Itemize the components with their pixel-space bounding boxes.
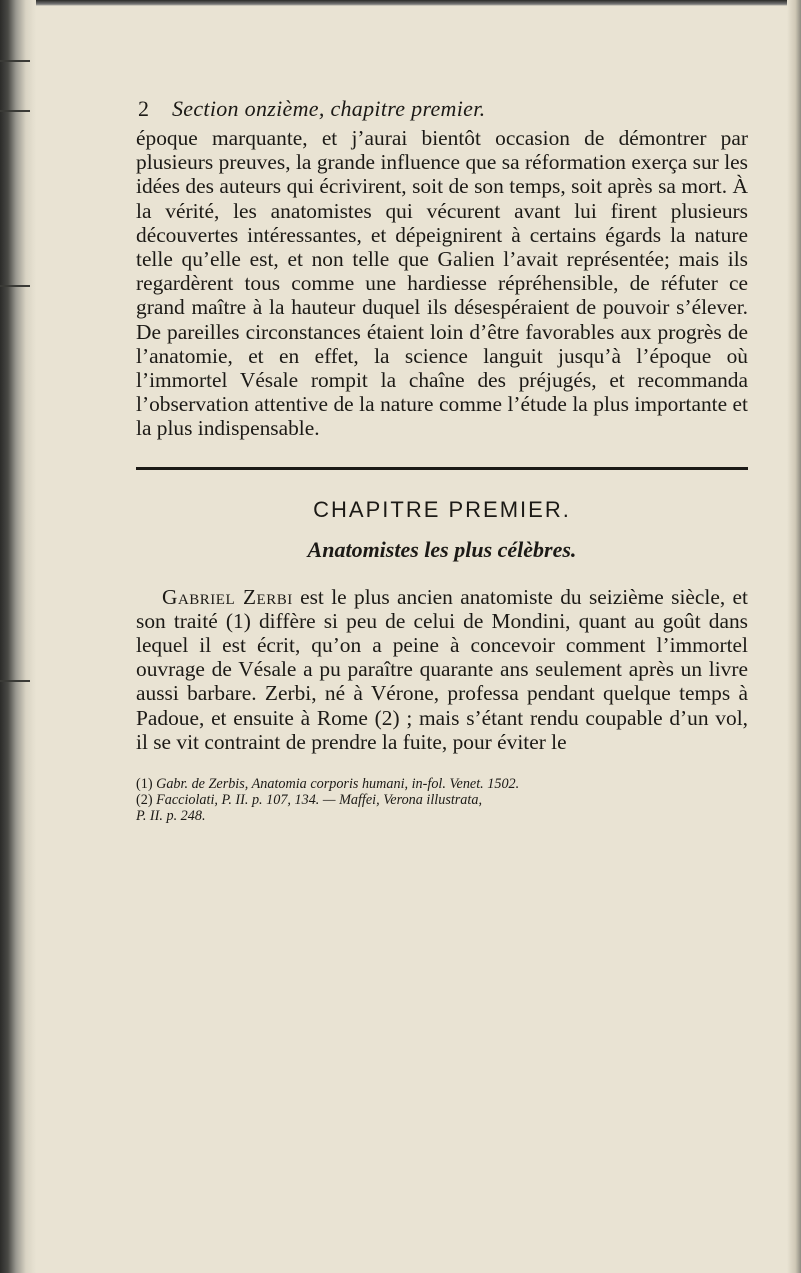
footnote-text: Facciolati, P. II. p. 107, 134. — Maffei, Verona illustrata, <box>152 792 482 809</box>
binding-line <box>0 285 30 287</box>
book-page <box>136 96 748 824</box>
page-number: 2 <box>138 96 149 121</box>
footnote-mark: (2) <box>136 792 153 809</box>
footnote-mark: (1) <box>136 776 153 793</box>
binding-line <box>0 680 30 682</box>
binding-line <box>0 110 30 112</box>
zerbi-paragraph-text: est le plus ancien anatomiste du seizième siècle, et son traité (1) diffère si peu de celui de Mondini, quant au goût dans lequel il est écrit, qu’on a peine à concevoir comment l’immortel ouvrage de Vésale a pu paraître quarante ans seulement après un livre aussi barbare. Zerbi, né à Vérone, professa pendant quelque temps à Padoue, et ensuite à Rome (2) ; mais s’étant rendu coupable d’un vol, il se vit contraint de prendre la fuite, pour éviter le <box>136 584 748 754</box>
author-name: Gabriel Zerbi <box>162 584 293 609</box>
opening-paragraph: époque marquante, et j’aurai bientôt occasion de démontrer par plusieurs preuves, la grande influence que sa réformation exerça sur les idées des auteurs qui écrivirent, soit de son temps, soit après sa mort. À la vérité, les anatomistes qui vécurent avant lui firent plusieurs découvertes intéressantes, et dépeignirent à certains égards la nature telle qu’elle est, et non telle que Galien l’avait représentée; mais ils regardèrent tous comme une hardiesse répréhensible, de réfuter ce grand maître à la hauteur duquel ils désespéraient de pouvoir s’élever. De pareilles circonstances étaient loin d’être favorables aux progrès de l’anatomie, et en effet, la science languit jusqu’à l’époque où l’immortel Vésale rompit la chaîne des préjugés, et recommanda l’observation attentive de la nature comme l’étude la plus importante et la plus indispensable. <box>136 126 748 441</box>
page-right-edge <box>787 0 801 1273</box>
chapter-subtitle: Anatomistes les plus célèbres. <box>307 536 577 562</box>
running-head <box>136 96 748 126</box>
footnotes <box>136 776 748 824</box>
chapter-rule <box>136 467 748 470</box>
footnote-text: P. II. p. 248. <box>136 808 206 825</box>
running-head-title: Section onzième, chapitre premier. <box>172 96 486 121</box>
footnote-2 <box>136 792 748 808</box>
scan-top-edge <box>0 0 801 6</box>
zerbi-paragraph <box>136 585 748 754</box>
book-binding <box>0 0 36 1273</box>
binding-line <box>0 60 30 62</box>
chapter-title: CHAPITRE PREMIER. <box>313 496 571 522</box>
footnote-text: Gabr. de Zerbis, Anatomia corporis humani, in-fol. Venet. 1502. <box>152 776 520 793</box>
footnote-1 <box>136 776 748 792</box>
footnote-2-continued <box>136 808 748 824</box>
